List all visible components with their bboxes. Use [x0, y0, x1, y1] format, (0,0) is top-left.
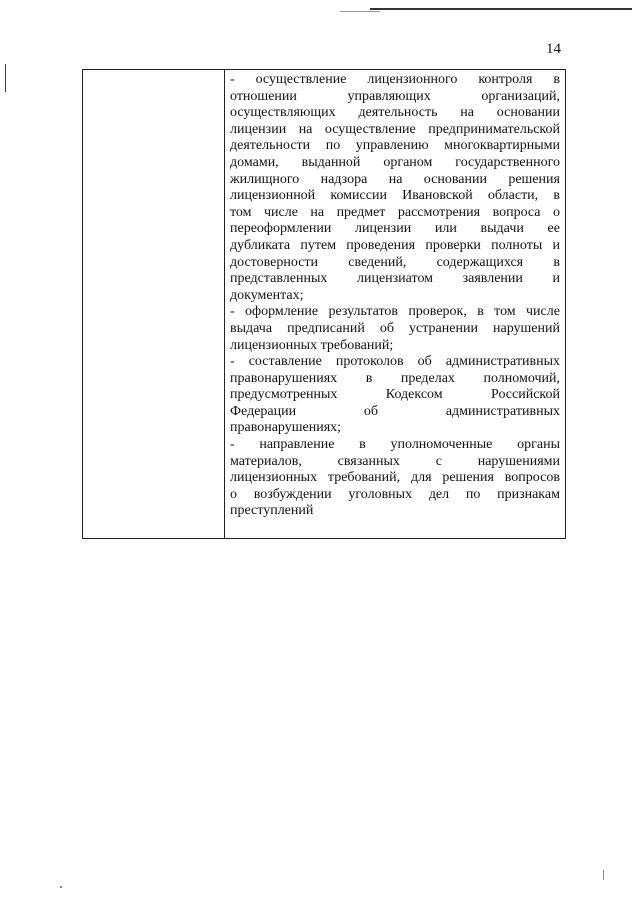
- word: числе: [263, 204, 298, 220]
- word: осуществляющих: [230, 105, 336, 121]
- word: решения: [442, 470, 494, 486]
- word: Кодексом: [385, 387, 443, 403]
- word: в: [365, 370, 373, 386]
- word: надзора: [320, 171, 368, 187]
- word: -: [230, 437, 235, 453]
- word: отношении: [230, 88, 297, 104]
- word: предписаний: [287, 320, 365, 336]
- word: управлению: [355, 138, 429, 154]
- word: дубликата: [230, 237, 291, 253]
- word: об: [417, 354, 432, 370]
- word: о: [230, 486, 237, 502]
- word: заявлении: [462, 271, 523, 287]
- text-line: [230, 420, 560, 437]
- table-right-cell: [225, 70, 565, 538]
- word: направление: [259, 437, 335, 453]
- text-line: [230, 72, 560, 89]
- word: об: [363, 403, 379, 419]
- scan-artifact: [60, 886, 62, 888]
- word: о: [552, 204, 560, 220]
- word: проверки: [425, 237, 481, 253]
- word: требований,: [327, 470, 401, 486]
- text-line: [230, 221, 560, 238]
- word: правонарушениях: [230, 370, 338, 386]
- word: лицензионного: [367, 72, 458, 87]
- word: полномочий,: [483, 370, 560, 386]
- word: числе: [526, 304, 560, 320]
- word: административных: [445, 403, 560, 419]
- word: лицензионных: [230, 337, 318, 353]
- word: документах;: [230, 287, 304, 303]
- word: в: [553, 254, 560, 270]
- word: правонарушениях;: [230, 420, 342, 436]
- word: административных: [445, 354, 560, 370]
- word: устранении: [409, 320, 478, 336]
- word: рассмотрения: [397, 204, 481, 220]
- text-line: [230, 172, 560, 189]
- text-line: [230, 304, 560, 321]
- word: материалов,: [230, 453, 302, 469]
- word: комиссии: [330, 188, 387, 204]
- word: протоколов: [335, 354, 404, 370]
- word: достоверности: [230, 254, 319, 270]
- word: пределах: [400, 370, 455, 386]
- word: составление: [248, 354, 322, 370]
- word: возбуждении: [253, 486, 332, 502]
- word: путем: [300, 237, 337, 253]
- word: в: [477, 304, 484, 320]
- word: выдача: [230, 320, 273, 336]
- text-line: [230, 89, 560, 106]
- word: -: [230, 304, 235, 320]
- word: том: [494, 304, 516, 320]
- text-line: [230, 487, 560, 504]
- word: об: [379, 320, 394, 336]
- word: полноты: [491, 237, 543, 253]
- word: или: [434, 221, 457, 237]
- word: государственного: [455, 154, 560, 170]
- word: переоформлении: [230, 221, 332, 237]
- word: для: [410, 470, 432, 486]
- word: оформление: [245, 304, 319, 320]
- scan-artifact: [603, 870, 604, 880]
- text-line: [230, 354, 560, 371]
- text-line: [230, 238, 560, 255]
- word: деятельность: [358, 105, 438, 121]
- word: организаций,: [481, 88, 560, 104]
- word: Российской: [491, 387, 560, 403]
- word: лицензионной: [230, 188, 316, 204]
- word: лицензии: [355, 221, 412, 237]
- word: требований;: [317, 337, 394, 353]
- text-line: [230, 437, 560, 454]
- word: предусмотренных: [230, 387, 338, 403]
- word: выдачи: [480, 221, 524, 237]
- word: предпринимательской: [428, 121, 560, 137]
- word: по: [465, 486, 481, 502]
- text-line: [230, 155, 560, 172]
- table-left-cell: [83, 70, 225, 538]
- word: вопроса: [492, 204, 541, 220]
- text-line: [230, 387, 560, 404]
- word: основании: [423, 171, 487, 187]
- word: и: [552, 271, 560, 287]
- text-line: [230, 470, 560, 487]
- word: уполномоченные: [390, 437, 493, 453]
- text-line: [230, 288, 560, 305]
- word: результатов: [328, 304, 398, 320]
- word: Ивановской: [402, 188, 473, 204]
- word: контроля: [478, 72, 533, 87]
- word: лицензионных: [230, 470, 318, 486]
- word: многоквартирными: [444, 138, 560, 154]
- text-line: [230, 321, 560, 338]
- word: органы: [517, 437, 560, 453]
- word: осуществление: [255, 72, 347, 87]
- word: уголовных: [348, 486, 413, 502]
- word: Федерации: [230, 403, 297, 419]
- word: -: [230, 354, 235, 370]
- text-line: [230, 205, 560, 222]
- text-line: [230, 122, 560, 139]
- text-line: [230, 105, 560, 122]
- word: нарушений: [493, 320, 560, 336]
- word: связанных: [337, 453, 400, 469]
- word: области,: [487, 188, 539, 204]
- word: на: [310, 204, 325, 220]
- word: нарушениями: [477, 453, 560, 469]
- word: выданной: [301, 154, 361, 170]
- word: управляющих: [347, 88, 431, 104]
- text-line: [230, 338, 560, 355]
- word: по: [325, 138, 341, 154]
- page-number: 14: [546, 41, 561, 57]
- word: преступлений: [230, 503, 314, 519]
- text-line: [230, 503, 560, 520]
- word: в: [553, 72, 560, 87]
- word: на: [388, 171, 403, 187]
- word: в: [359, 437, 366, 453]
- word: решения: [508, 171, 560, 187]
- margin-mark: [5, 64, 6, 92]
- word: и: [552, 237, 560, 253]
- word: том: [230, 204, 252, 220]
- word: домами,: [230, 154, 279, 170]
- text-line: [230, 404, 560, 421]
- word: предмет: [336, 204, 386, 220]
- word: признакам: [497, 486, 560, 502]
- word: -: [230, 72, 235, 87]
- word: представленных: [230, 271, 328, 287]
- word: с: [435, 453, 442, 469]
- document-table: [82, 69, 566, 539]
- word: содержащихся: [436, 254, 524, 270]
- word: деятельности: [230, 138, 311, 154]
- text-line: [230, 271, 560, 288]
- word: органом: [383, 154, 433, 170]
- word: проведения: [346, 237, 416, 253]
- word: сведений,: [348, 254, 407, 270]
- word: в: [553, 188, 560, 204]
- text-line: [230, 255, 560, 272]
- text-line: [230, 454, 560, 471]
- text-line: [230, 138, 560, 155]
- text-line: [230, 188, 560, 205]
- text-line: [230, 371, 560, 388]
- word: лицензиатом: [356, 271, 434, 287]
- word: проверок,: [408, 304, 467, 320]
- word: осуществление: [324, 121, 416, 137]
- top-rule: [370, 8, 632, 10]
- word: лицензии: [230, 121, 287, 137]
- word: на: [298, 121, 313, 137]
- word: вопросов: [504, 470, 560, 486]
- word: ее: [547, 221, 560, 237]
- top-rule-fragment: [340, 11, 380, 12]
- word: на: [460, 105, 474, 121]
- word: основании: [496, 105, 560, 121]
- word: жилищного: [230, 171, 300, 187]
- word: дел: [428, 486, 450, 502]
